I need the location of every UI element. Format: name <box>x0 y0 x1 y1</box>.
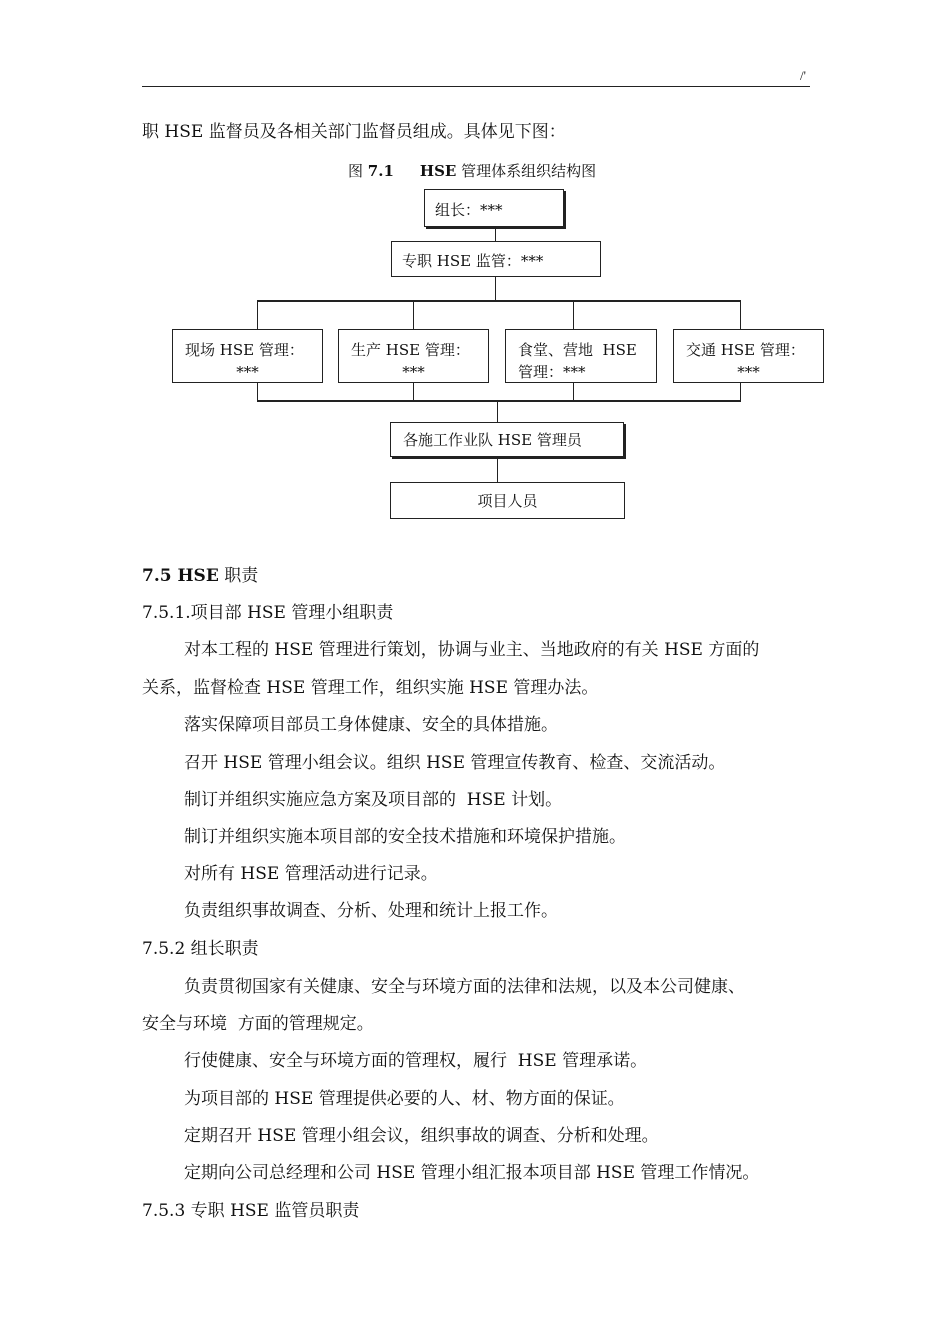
duty-item: 召开 HSE 管理小组会议。组织 HSE 管理宣传教育、检查、交流活动。 <box>184 753 726 773</box>
org-staff-box <box>390 482 625 519</box>
org-connector <box>740 300 741 329</box>
caption-prefix: 图 <box>348 162 364 180</box>
subsection-title: 7.5.2 组长职责 <box>142 939 259 959</box>
subsection-title: 7.5.1.项目部 HSE 管理小组职责 <box>142 603 394 623</box>
org-manager-box-canteen <box>505 329 657 383</box>
org-manager-name: *** <box>737 363 760 381</box>
org-connector <box>257 300 258 329</box>
org-manager-box-production <box>338 329 489 383</box>
org-connector <box>495 229 496 241</box>
org-staff-label: 项目人员 <box>477 492 538 510</box>
paragraph-line: 安全与环境 方面的管理规定。 <box>142 1014 374 1034</box>
figure-caption <box>348 160 596 181</box>
caption-number: 7.1 <box>367 162 394 180</box>
org-leader-box <box>424 189 564 227</box>
page-header-mark: /' <box>800 68 806 83</box>
paragraph-line: 关系，监督检查 HSE 管理工作，组织实施 HSE 管理办法。 <box>142 678 599 698</box>
paragraph-line: 对本工程的 HSE 管理进行策划，协调与业主、当地政府的有关 HSE 方面的 <box>184 640 760 660</box>
duty-item: 落实保障项目部员工身体健康、安全的具体措施。 <box>184 715 558 735</box>
duty-item: 定期向公司总经理和公司 HSE 管理小组汇报本项目部 HSE 管理工作情况。 <box>184 1163 760 1183</box>
org-supervisor-box <box>391 241 601 277</box>
duty-item: 制订并组织实施本项目部的安全技术措施和环境保护措施。 <box>184 827 626 847</box>
org-supervisor-label: 专职 HSE 监管：*** <box>402 252 544 270</box>
org-manager-label: 交通 HSE 管理： <box>686 341 805 359</box>
section-title: 职责 <box>224 566 259 586</box>
org-connector <box>257 400 741 402</box>
org-connector <box>495 277 496 300</box>
org-manager-box-traffic <box>673 329 824 383</box>
org-connector <box>413 383 414 401</box>
org-manager-label: 生产 HSE 管理： <box>351 341 470 359</box>
intro-text: 职 HSE 监督员及各相关部门监督员组成。具体见下图： <box>142 122 566 142</box>
section-number: 7.5 HSE <box>142 566 219 586</box>
org-team-managers-label: 各施工作业队 HSE 管理员 <box>403 431 582 449</box>
org-connector <box>413 300 414 329</box>
paragraph-line: 负责贯彻国家有关健康、安全与环境方面的法律和法规，以及本公司健康、 <box>184 977 745 997</box>
org-connector <box>497 400 498 422</box>
header-rule <box>142 86 810 87</box>
org-manager-name: *** <box>236 363 259 381</box>
org-connector <box>497 459 498 482</box>
org-leader-label: 组长：*** <box>435 201 503 219</box>
org-manager-name: *** <box>402 363 425 381</box>
caption-text: 管理体系组织结构图 <box>461 162 597 180</box>
org-manager-name: 管理：*** <box>518 363 586 381</box>
org-connector <box>573 383 574 401</box>
caption-bold: HSE <box>419 162 457 180</box>
duty-item: 为项目部的 HSE 管理提供必要的人、材、物方面的保证。 <box>184 1089 625 1109</box>
org-connector <box>740 383 741 401</box>
org-connector <box>573 300 574 329</box>
duty-item: 负责组织事故调查、分析、处理和统计上报工作。 <box>184 901 558 921</box>
duty-item: 对所有 HSE 管理活动进行记录。 <box>184 864 438 884</box>
duty-item: 行使健康、安全与环境方面的管理权，履行 HSE 管理承诺。 <box>184 1051 648 1071</box>
org-manager-label: 食堂、营地 HSE <box>518 341 637 359</box>
org-connector <box>257 383 258 401</box>
section-heading <box>142 564 258 588</box>
org-manager-label: 现场 HSE 管理： <box>185 341 304 359</box>
duty-item: 制订并组织实施应急方案及项目部的 HSE 计划。 <box>184 790 563 810</box>
subsection-title: 7.5.3 专职 HSE 监管员职责 <box>142 1201 360 1221</box>
duty-item: 定期召开 HSE 管理小组会议，组织事故的调查、分析和处理。 <box>184 1126 659 1146</box>
org-team-managers-box <box>390 422 624 457</box>
org-connector <box>257 300 741 302</box>
org-manager-box-site <box>172 329 323 383</box>
